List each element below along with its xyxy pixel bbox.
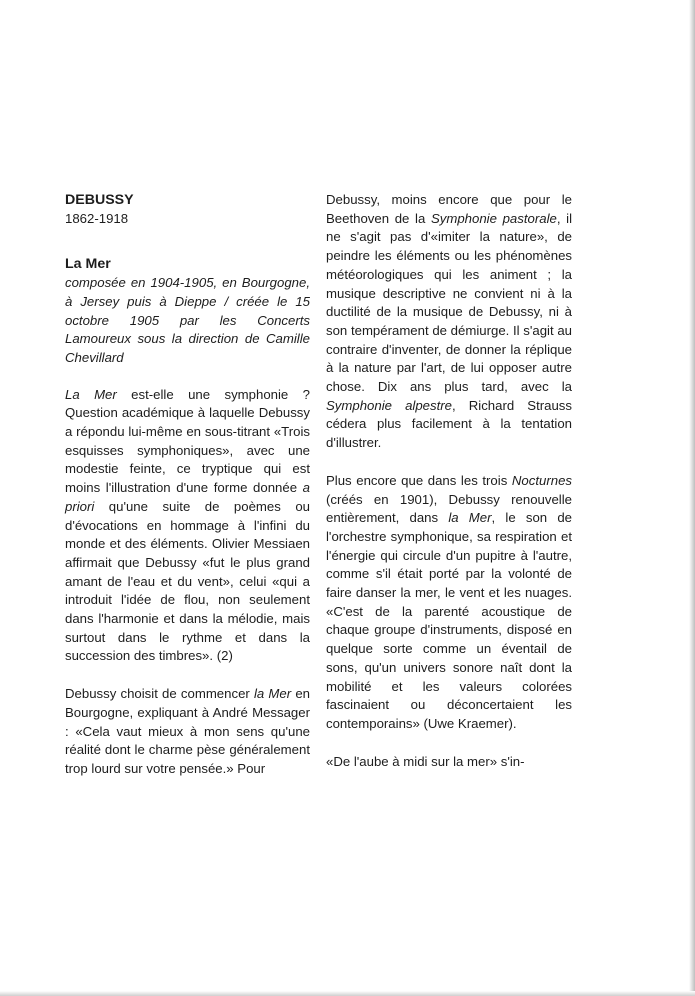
text-run: en Bourgogne, expliquant à André Messager : «Cela vaut mieux à mon sens qu'une réalité dont le charme pèse généralement trop lourd sur votre pensée.» Pour xyxy=(65,686,311,776)
text-run: qu'une suite de poèmes ou d'évocations en hommage à l'infini du monde et des éléments. Olivier Messiaen affirmait que Debussy «fut le plus grand amant de l'eau et du vent», celui «qui a introduit l'idée de flou, non seulement dans l'harmonie et dans la mélodie, mais surtout dans le rythme et dans la succession des timbres». (2) xyxy=(65,498,310,664)
italic-text-run: la Mer xyxy=(253,686,292,702)
right-column xyxy=(326,191,572,771)
text-run: «De l'aube à midi sur la mer» s'in- xyxy=(326,753,525,769)
scan-edge-shadow xyxy=(689,0,695,996)
italic-text-run: Symphonie alpestre xyxy=(326,397,452,413)
left-column xyxy=(65,191,310,798)
italic-text-run: Symphonie pastorale xyxy=(430,210,557,226)
right-paragraph-3 xyxy=(326,753,572,772)
italic-text-run: a priori xyxy=(65,480,310,514)
text-run: , le son de l'orchestre symphonique, sa respiration et l'énergie qui circule d'un pupitre à l'autre, comme s'il était porté par la volonté de faire danser la mer, le vent et les nuages. «C'est de la parenté acoustique de chaque groupe d'instruments, disposé en quelque sorte comme un éventail de sons, qu'un univers sonore naît dont la mobilité et les valeurs colorées fascinaient ou déconcertaient les contemporains» (Uwe Kraemer). xyxy=(326,510,572,731)
left-paragraph-1 xyxy=(65,386,310,667)
italic-text-run: la Mer xyxy=(448,510,492,526)
text-run: , Richard Strauss cédera plus facilement à la tentation d'illustrer. xyxy=(326,397,572,451)
text-run: (créés en 1901), Debussy renouvelle entièrement, dans xyxy=(326,491,572,526)
right-paragraph-2 xyxy=(326,472,572,734)
composer-name: DEBUSSY xyxy=(65,192,134,208)
scan-bottom-shadow xyxy=(0,991,695,996)
text-run: , il ne s'agit pas d'«imiter la nature», de peindre les éléments ou les phénomènes météorologiques qui les animent ; la musique descriptive ne convient ni à la ductilité de la musique de Debussy, ni à son tempérament de démiurge. Il s'agit au contraire d'inventer, de donner la réplique à la nature par l'art, de lui opposer autre chose. Dix ans plus tard, avec la xyxy=(326,210,573,395)
italic-text-run: La Mer xyxy=(65,386,117,402)
work-info: composée en 1904-1905, en Bourgogne, à Jersey puis à Dieppe / créée le 15 octobre 1905 par les Concerts Lamoureux sous la direction de Camille Chevillard xyxy=(65,275,310,365)
text-run: Plus encore que dans les trois xyxy=(326,472,512,488)
text-run: est-elle une symphonie ? Question académique à laquelle Debussy a répondu lui-même en sous-titrant «Trois esquisses symphoniques», avec une modestie feinte, ce tryptique qui est moins l'illustration d'une forme donnée xyxy=(65,386,310,496)
text-run: Debussy, moins encore que pour le Beethoven de la xyxy=(326,192,572,226)
text-run: Debussy choisit de commencer xyxy=(65,686,254,702)
work-title: La Mer xyxy=(65,256,111,273)
italic-text-run: Nocturnes xyxy=(511,472,572,488)
composer-dates: 1862-1918 xyxy=(65,210,129,226)
right-paragraph-1 xyxy=(326,191,572,453)
left-paragraph-2 xyxy=(65,685,310,779)
